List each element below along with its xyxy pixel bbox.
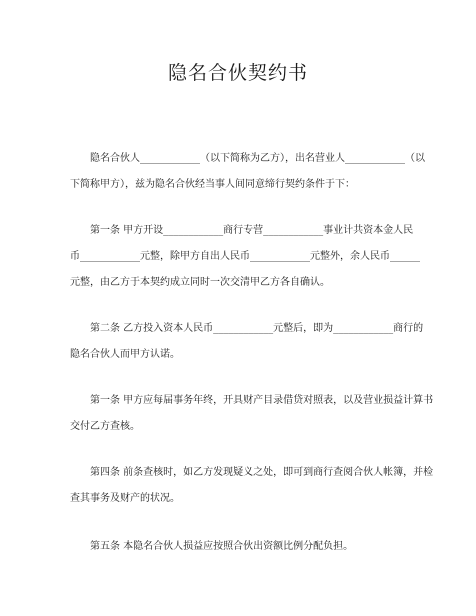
paragraph-article-2 <box>70 316 424 368</box>
paragraph-line: 币____________元整，除甲方自出人民币____________元整外，余人民币______ <box>70 251 420 262</box>
paragraph-preamble <box>70 146 425 198</box>
paragraph-line: 隐名合伙人而甲方认诺。 <box>70 349 180 360</box>
paragraph-line: 交付乙方查核。 <box>70 421 140 432</box>
paragraph-line: 第一条 甲方应每届事务年终，开具财产目录借贷对照表，以及营业损益计算书 <box>90 395 434 406</box>
paragraph-line: 查其事务及财产的状况。 <box>70 493 180 504</box>
paragraph-article-4 <box>70 460 434 512</box>
paragraph-line: 下简称甲方），兹为隐名合伙经当事人间同意缔行契约条件于下： <box>70 179 355 190</box>
paragraph-line: 第二条 乙方投入资本人民币____________元整后，即为____________商行的 <box>90 323 424 334</box>
paragraph-line: 第四条 前条查核时，如乙方发现疑义之处，即可到商行查阅合伙人帐簿，并检 <box>90 467 434 478</box>
paragraph-line: 隐名合伙人____________（以下简称为乙方），出名营业人____________（以 <box>90 153 425 164</box>
paragraph-article-1 <box>70 218 420 296</box>
paragraph-article-5 <box>70 534 410 560</box>
document-title: 隐名合伙契约书 <box>167 62 308 84</box>
paragraph-article-3 <box>70 388 434 440</box>
paragraph-line: 元整，由乙方于本契约成立同时一次交清甲乙方各自确认。 <box>70 277 330 288</box>
paragraph-line: 第五条 本隐名合伙人损益应按照合伙出资额比例分配负担。 <box>90 541 354 552</box>
paragraph-line: 第一条 甲方开设____________商行专营____________事业计共资本金人民 <box>90 225 414 236</box>
